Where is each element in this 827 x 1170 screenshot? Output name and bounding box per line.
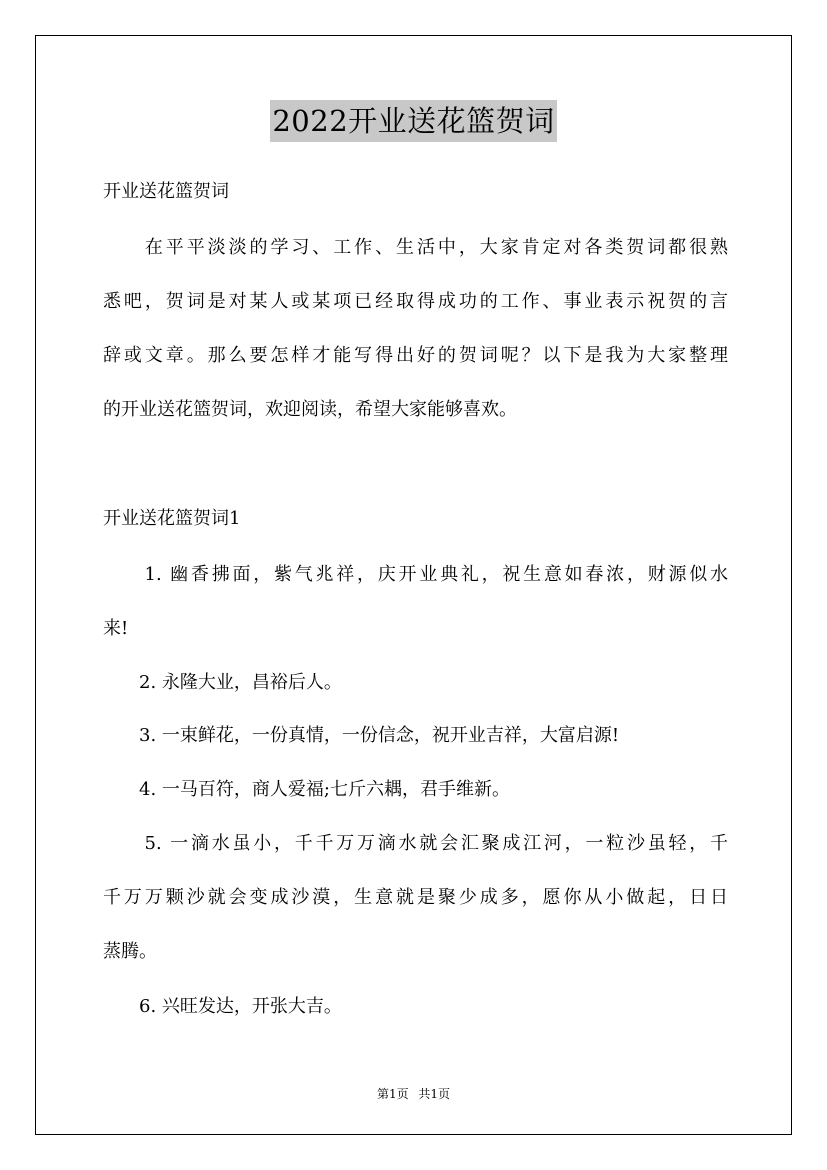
list-item: 4. 一马百符，商人爱福;七斤六耦，君手维新。 [103, 779, 510, 800]
list-item: 6. 兴旺发达，开张大吉。 [103, 996, 342, 1017]
list-item: 2. 永隆大业，昌裕后人。 [103, 672, 342, 693]
intro-line: 辞或文章。那么要怎样才能写得出好的贺词呢？以下是我为大家整理 [103, 345, 728, 366]
intro-line: 在平平淡淡的学习、工作、生活中，大家肯定对各类贺词都很熟 [103, 237, 728, 258]
page-total: 共1页 [418, 1087, 451, 1101]
section-heading: 开业送花篮贺词1 [103, 508, 241, 529]
list-item: 千万万颗沙就会变成沙漠，生意就是聚少成多，愿你从小做起，日日 [103, 887, 728, 908]
intro-line: 悉吧，贺词是对某人或某项已经取得成功的工作、事业表示祝贺的言 [103, 291, 728, 312]
list-item: 3. 一束鲜花，一份真情，一份信念，祝开业吉祥，大富启源! [103, 725, 620, 746]
list-item: 来! [103, 618, 129, 639]
document-title: 2022开业送花篮贺词 [270, 100, 556, 142]
page-number: 第1页 [376, 1087, 409, 1101]
intro-line: 的开业送花篮贺词，欢迎阅读，希望大家能够喜欢。 [103, 399, 517, 420]
list-item: 5. 一滴水虽小，千千万万滴水就会汇聚成江河，一粒沙虽轻，千 [103, 833, 728, 854]
list-item: 蒸腾。 [103, 941, 157, 962]
title-container [0, 100, 827, 142]
list-item: 1. 幽香拂面，紫气兆祥，庆开业典礼，祝生意如春浓，财源似水 [103, 564, 728, 585]
page-footer [0, 1085, 827, 1102]
subtitle: 开业送花篮贺词 [103, 181, 229, 202]
